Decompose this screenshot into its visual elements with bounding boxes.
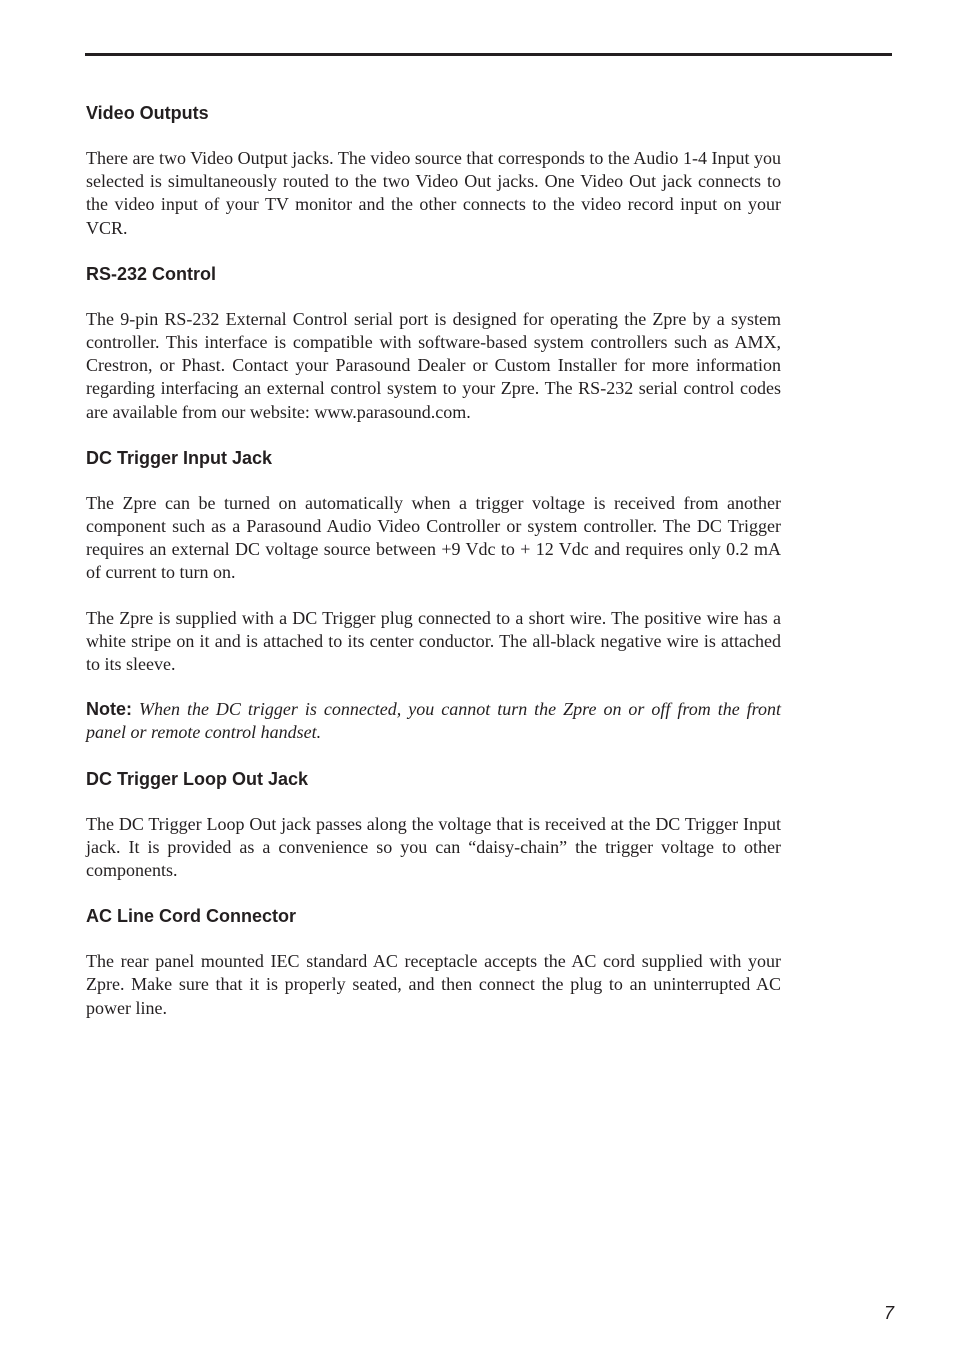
section-heading-video-outputs: Video Outputs — [86, 103, 209, 123]
paragraph-dc-trigger-loop-out: The DC Trigger Loop Out jack passes along the voltage that is received at the DC Trigger Input jack. It is provided as a convenience so you can “daisy-chain” the trigger voltage to other components. — [86, 813, 781, 881]
section-heading-ac-line-cord: AC Line Cord Connector — [86, 906, 296, 927]
page-number: 7 — [884, 1303, 895, 1323]
note-paragraph — [86, 698, 781, 744]
page-content — [86, 101, 781, 1042]
paragraph-rs232-control: The 9-pin RS-232 External Control serial port is designed for operating the Zpre by a system controller. This interface is compatible with software-based system controllers such as AMX, Crestron, or Phast. Contact your Parasound Dealer or Custom Installer for more information regarding interfacing an external control system to your Zpre. The RS-232 serial control codes are available from our website: www.parasound.com. — [86, 308, 781, 422]
section-heading-dc-trigger-input: DC Trigger Input Jack — [86, 447, 273, 468]
note-text: When the DC trigger is connected, you cannot turn the Zpre on or off from the front panel or remote control handset. — [86, 699, 782, 743]
section-heading-dc-trigger-loop-out: DC Trigger Loop Out Jack — [86, 768, 309, 789]
section-heading-rs232-control: RS-232 Control — [86, 263, 217, 284]
paragraph-video-outputs: There are two Video Output jacks. The video source that corresponds to the Audio 1-4 Input you selected is simultaneously routed to the two Video Out jacks. One Video Out jack connects to the video input of your TV monitor and the other connects to the video record input on your VCR. — [86, 148, 781, 238]
note-label: Note: — [86, 699, 132, 720]
header-rule — [85, 53, 892, 56]
paragraph-ac-line-cord: The rear panel mounted IEC standard AC receptacle accepts the AC cord supplied with your Zpre. Make sure that it is properly seated, and then connect the plug to an uninterrupted AC power line. — [86, 951, 781, 1018]
paragraph-dc-trigger-input-1: The Zpre can be turned on automatically when a trigger voltage is received from another component such as a Parasound Audio Video Controller or system controller. The DC Trigger requires an external DC voltage source between +9 Vdc to + 12 Vdc and requires only 0.2 mA of current to turn on. — [86, 492, 781, 583]
paragraph-dc-trigger-input-2: The Zpre is supplied with a DC Trigger plug connected to a short wire. The positive wire has a white stripe on it and is attached to its center conductor. The all-black negative wire is attached to its sleeve. — [86, 607, 781, 675]
